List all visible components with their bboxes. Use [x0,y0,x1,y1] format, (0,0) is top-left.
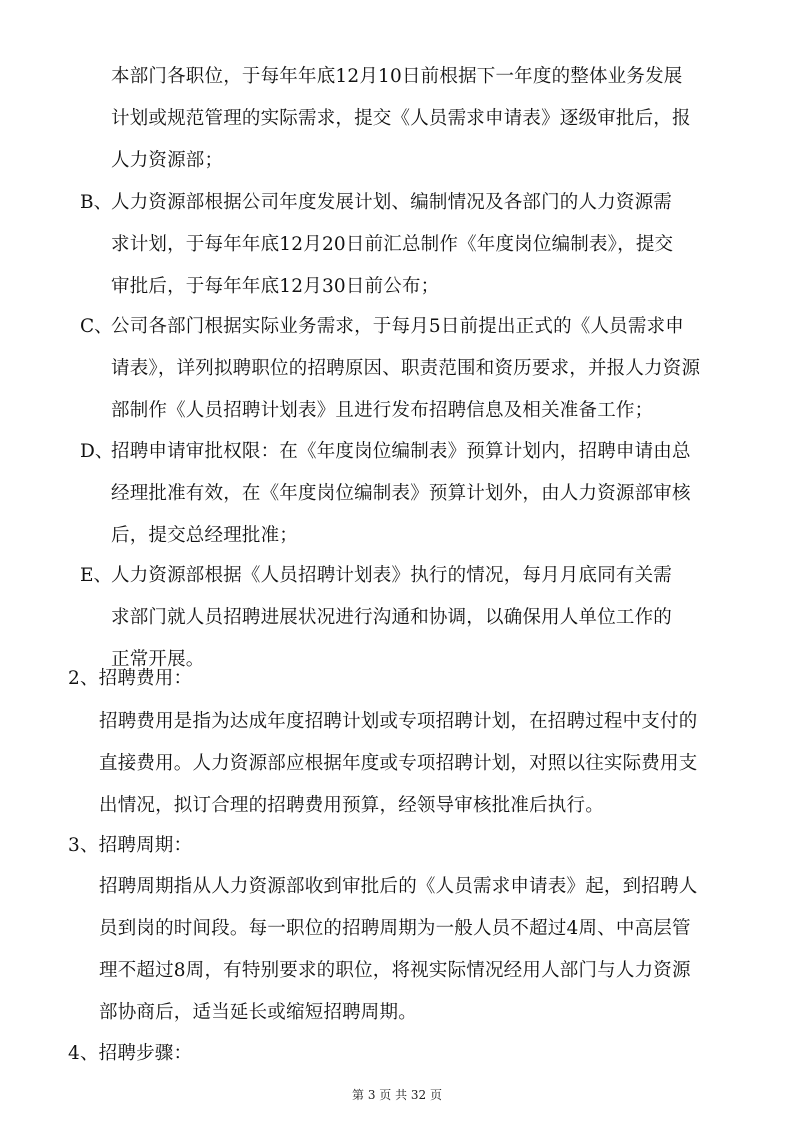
section-3-line-3: 理不超过8周，有特别要求的职位，将视实际情况经用人部门与人力资源 [99,960,691,981]
section-heading: 4、招聘步骤： [68,1043,193,1064]
item-d-line-1: 招聘申请审批权限：在《年度岗位编制表》预算计划内，招聘申请由总 [111,441,691,462]
item-e-line-2: 求部门就人员招聘进展状况进行沟通和协调，以确保用人单位工作的 [111,607,673,628]
item-e-line-3: 正常开展。 [111,649,205,670]
section-heading: 2、招聘费用： [68,668,193,689]
list-marker-d: D、 [80,441,114,462]
section-2-line-2: 直接费用。人力资源部应根据年度或专项招聘计划，对照以往实际费用支 [99,753,698,774]
page-number: 第 3 页 共 32 页 [352,1088,442,1102]
item-c-line-2: 请表》，详列拟聘职位的招聘原因、职责范围和资历要求，并报人力资源 [111,358,701,379]
item-d-line-2: 经理批准有效，在《年度岗位编制表》预算计划外，由人力资源部审核 [111,483,691,504]
item-c-line-1: 公司各部门根据实际业务需求，于每月5日前提出正式的《人员需求申 [111,316,684,337]
section-3-line-4: 部协商后，适当延长或缩短招聘周期。 [99,1002,417,1023]
intro-line-1: 本部门各职位，于每年年底12月10日前根据下一年度的整体业务发展 [111,66,683,87]
item-b-line-1: 人力资源部根据公司年度发展计划、编制情况及各部门的人力资源需 [111,192,673,213]
intro-line-3: 人力资源部； [111,150,224,171]
section-3-line-2: 员到岗的时间段。每一职位的招聘周期为一般人员不超过4周、中高层管 [99,918,691,939]
item-d-line-3: 后，提交总经理批准； [111,525,299,546]
item-e-line-1: 人力资源部根据《人员招聘计划表》执行的情况，每月月底同有关需 [111,565,673,586]
section-3-line-1: 招聘周期指从人力资源部收到审批后的《人员需求申请表》起，到招聘人 [99,876,698,897]
intro-line-2: 计划或规范管理的实际需求，提交《人员需求申请表》逐级审批后，报 [111,108,691,129]
section-2-line-1: 招聘费用是指为达成年度招聘计划或专项招聘计划，在招聘过程中支付的 [99,711,698,732]
item-b-line-3: 审批后，于每年年底12月30日前公布； [111,276,440,297]
item-b-line-2: 求计划，于每年年底12月20日前汇总制作《年度岗位编制表》，提交 [111,234,674,255]
section-2-line-3: 出情况，拟订合理的招聘费用预算，经领导审核批准后执行。 [99,795,604,816]
section-heading: 3、招聘周期： [68,835,193,856]
item-c-line-3: 部制作《人员招聘计划表》且进行发布招聘信息及相关准备工作； [111,400,654,421]
list-marker-e: E、 [80,565,113,586]
list-marker-b: B、 [80,192,113,213]
list-marker-c: C、 [80,316,113,337]
